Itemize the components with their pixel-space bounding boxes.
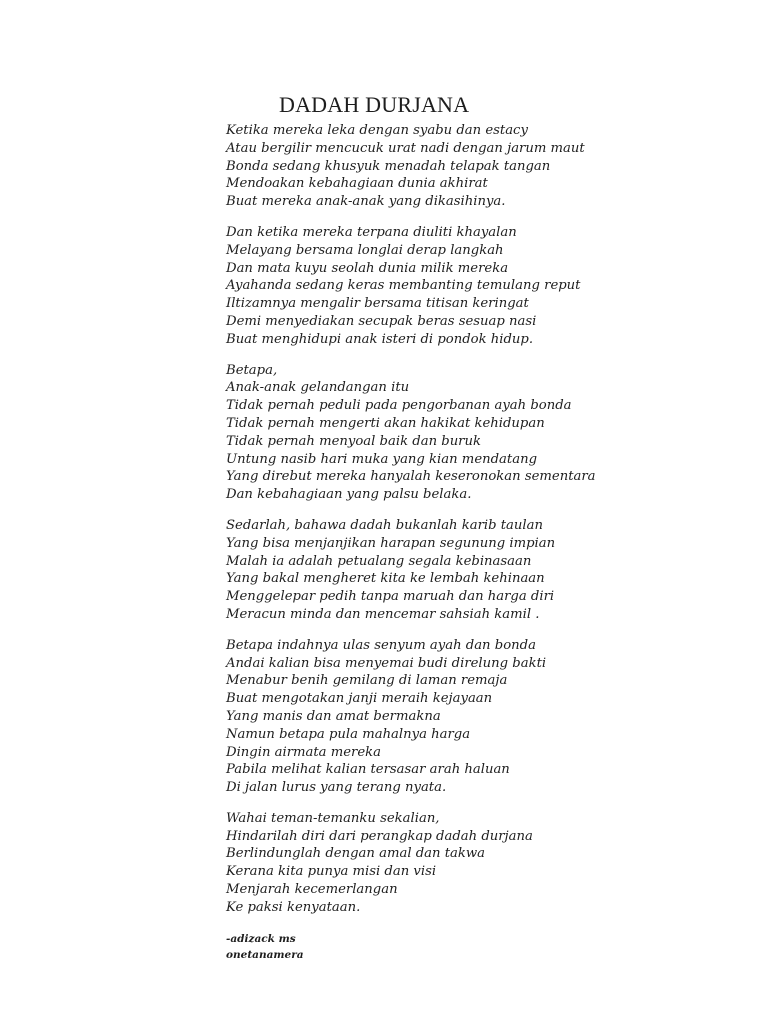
poem-line: Pabila melihat kalian tersasar arah haluan — [226, 762, 510, 778]
stanza — [226, 637, 756, 797]
poem-line: Untung nasib hari muka yang kian mendatang — [226, 451, 538, 467]
poem-body — [226, 122, 756, 930]
poem-line: Di jalan lurus yang terang nyata. — [226, 780, 447, 796]
poem-line: Menabur benih gemilang di laman remaja — [226, 673, 508, 689]
poem-line: Andai kalian bisa menyemai budi direlung bakti — [226, 655, 547, 671]
poem-line: Demi menyediakan secupak beras sesuap nasi — [226, 313, 537, 329]
poem-line: Buat mengotakan janji meraih kejayaan — [226, 691, 493, 707]
poem-line: Berlindunglah dengan amal dan takwa — [226, 846, 486, 862]
poem-line: Buat menghidupi anak isteri di pondok hidup. — [226, 331, 534, 347]
poem-line: Dingin airmata mereka — [226, 744, 382, 760]
poem-line: Melayang bersama longlai derap langkah — [226, 242, 504, 258]
poem-line: Dan ketika mereka terpana diuliti khayalan — [226, 224, 517, 240]
poem-line: Namun betapa pula mahalnya harga — [226, 726, 471, 742]
poem-line: Dan mata kuyu seolah dunia milik mereka — [226, 260, 509, 276]
poem-line: Menjarah kecemerlangan — [226, 882, 398, 898]
poem-line: Malah ia adalah petualang segala kebinasaan — [226, 553, 532, 569]
poem-title: DADAH DURJANA — [279, 92, 470, 117]
poem-line: Ke paksi kenyataan. — [226, 899, 361, 915]
poem-line: Wahai teman-temanku sekalian, — [226, 810, 440, 826]
poem-line: Tidak pernah menyoal baik dan buruk — [226, 433, 481, 449]
poem-line: Mendoakan kebahagiaan dunia akhirat — [226, 176, 488, 192]
poem-line: Yang bakal mengheret kita ke lembah kehinaan — [226, 571, 545, 587]
poem-line: Dan kebahagiaan yang palsu belaka. — [226, 487, 472, 503]
poem-line: Yang direbut mereka hanyalah keseronokan sementara — [226, 469, 596, 485]
poem-line: Yang bisa menjanjikan harapan segunung impian — [226, 535, 556, 551]
poem-line: Atau bergilir mencucuk urat nadi dengan jarum maut — [226, 140, 585, 156]
stanza — [226, 517, 756, 624]
poem-line: Bonda sedang khusyuk menadah telapak tangan — [226, 158, 551, 174]
stanza — [226, 122, 756, 211]
poem-line: Meracun minda dan mencemar sahsiah kamil . — [226, 606, 540, 622]
stanza — [226, 810, 756, 917]
poem-line: Kerana kita punya misi dan visi — [226, 864, 437, 880]
signature-author: -adizack ms — [226, 933, 296, 945]
poem-line: Tidak pernah peduli pada pengorbanan ayah bonda — [226, 398, 572, 414]
signature — [226, 931, 304, 963]
poem-line: Sedarlah, bahawa dadah bukanlah karib taulan — [226, 517, 543, 533]
poem-line: Iltizamnya mengalir bersama titisan keringat — [226, 296, 529, 312]
poem-line: Ketika mereka leka dengan syabu dan estacy — [226, 123, 528, 138]
poem-line: Anak-anak gelandangan itu — [226, 380, 410, 396]
poem-line: Buat mereka anak-anak yang dikasihinya. — [226, 194, 506, 210]
poem-line: Menggelepar pedih tanpa maruah dan harga diri — [226, 589, 555, 605]
signature-handle: onetanamera — [226, 949, 304, 961]
poem-line: Ayahanda sedang keras membanting temulang reput — [226, 278, 581, 294]
poem-line: Hindarilah diri dari perangkap dadah durjana — [226, 828, 533, 844]
poem-line: Betapa, — [226, 362, 278, 378]
stanza — [226, 362, 756, 504]
stanza — [226, 224, 756, 349]
poem-line: Tidak pernah mengerti akan hakikat kehidupan — [226, 415, 545, 431]
poem-line: Betapa indahnya ulas senyum ayah dan bonda — [226, 637, 536, 653]
poem-line: Yang manis dan amat bermakna — [226, 708, 441, 724]
